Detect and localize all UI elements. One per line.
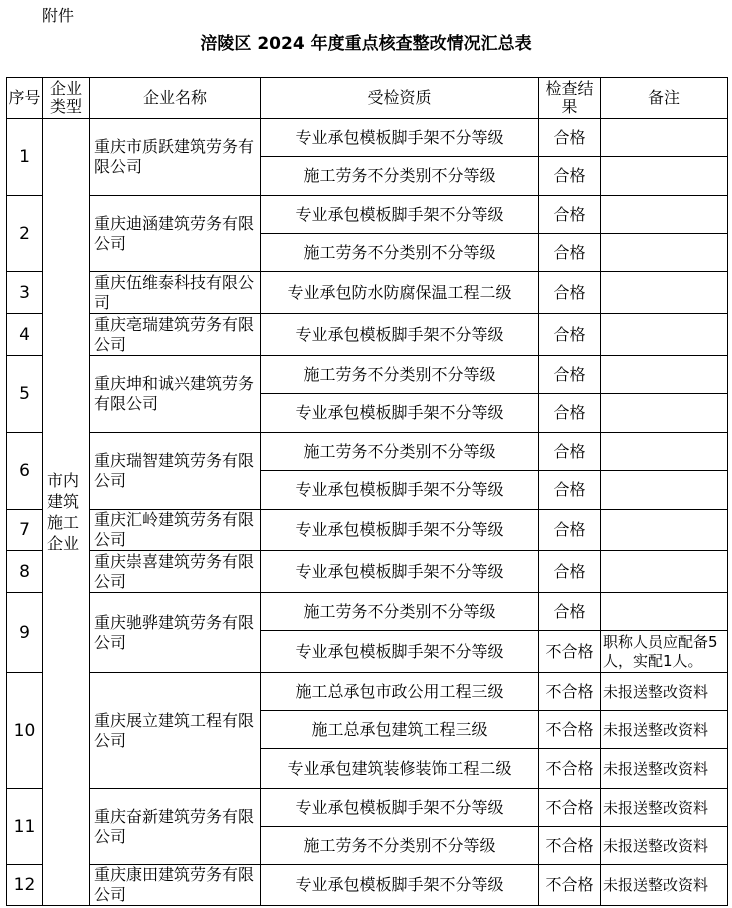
qualification-cell: 专业承包模板脚手架不分等级 xyxy=(261,631,539,673)
seq-cell: 12 xyxy=(7,865,43,906)
company-name-cell: 重庆奋新建筑劳务有限公司 xyxy=(90,789,261,865)
header-note: 备注 xyxy=(601,78,728,119)
note-cell: 未报送整改资料 xyxy=(601,827,728,865)
qualification-cell: 施工劳务不分类别不分等级 xyxy=(261,827,539,865)
seq-cell: 5 xyxy=(7,356,43,433)
header-result: 检查结果 xyxy=(539,78,601,119)
enterprise-type-cell xyxy=(43,119,90,906)
qualification-cell: 施工劳务不分类别不分等级 xyxy=(261,234,539,272)
page-title: 涪陵区 2024 年度重点核查整改情况汇总表 xyxy=(200,34,532,54)
note-cell xyxy=(601,471,728,510)
note-cell: 未报送整改资料 xyxy=(601,865,728,906)
note-cell xyxy=(601,510,728,551)
seq-cell: 6 xyxy=(7,433,43,510)
company-name-cell: 重庆展立建筑工程有限公司 xyxy=(90,673,261,789)
result-cell: 不合格 xyxy=(539,749,601,789)
qualification-cell: 专业承包模板脚手架不分等级 xyxy=(261,394,539,433)
table-row xyxy=(7,865,728,906)
note-cell xyxy=(601,234,728,272)
result-cell: 合格 xyxy=(539,551,601,593)
summary-table xyxy=(6,77,728,906)
qualification-cell: 施工总承包市政公用工程三级 xyxy=(261,673,539,711)
result-cell: 不合格 xyxy=(539,631,601,673)
qualification-cell: 专业承包模板脚手架不分等级 xyxy=(261,865,539,906)
seq-cell: 11 xyxy=(7,789,43,865)
note-cell xyxy=(601,314,728,356)
qualification-cell: 施工劳务不分类别不分等级 xyxy=(261,157,539,196)
note-cell: 未报送整改资料 xyxy=(601,711,728,749)
note-cell xyxy=(601,356,728,394)
company-name-cell: 重庆崇喜建筑劳务有限公司 xyxy=(90,551,261,593)
table-row xyxy=(7,272,728,314)
result-cell: 不合格 xyxy=(539,711,601,749)
result-cell: 合格 xyxy=(539,510,601,551)
company-name-cell: 重庆亳瑞建筑劳务有限公司 xyxy=(90,314,261,356)
qualification-cell: 专业承包模板脚手架不分等级 xyxy=(261,314,539,356)
table-row xyxy=(7,119,728,157)
table-row xyxy=(7,510,728,551)
qualification-cell: 专业承包模板脚手架不分等级 xyxy=(261,510,539,551)
qualification-cell: 专业承包模板脚手架不分等级 xyxy=(261,471,539,510)
result-cell: 合格 xyxy=(539,471,601,510)
seq-cell: 9 xyxy=(7,593,43,673)
header-row xyxy=(7,78,728,119)
note-cell xyxy=(601,433,728,471)
qualification-cell: 专业承包模板脚手架不分等级 xyxy=(261,196,539,234)
result-cell: 不合格 xyxy=(539,827,601,865)
note-cell: 未报送整改资料 xyxy=(601,789,728,827)
result-cell: 合格 xyxy=(539,593,601,631)
result-cell: 不合格 xyxy=(539,673,601,711)
seq-cell: 10 xyxy=(7,673,43,789)
result-cell: 合格 xyxy=(539,157,601,196)
table-row xyxy=(7,356,728,394)
qualification-cell: 专业承包模板脚手架不分等级 xyxy=(261,119,539,157)
seq-cell: 7 xyxy=(7,510,43,551)
result-cell: 合格 xyxy=(539,356,601,394)
result-cell: 合格 xyxy=(539,272,601,314)
qualification-cell: 专业承包防水防腐保温工程二级 xyxy=(261,272,539,314)
seq-cell: 8 xyxy=(7,551,43,593)
company-name-cell: 重庆康田建筑劳务有限公司 xyxy=(90,865,261,906)
table-row xyxy=(7,433,728,471)
enterprise-type-text: 市内建筑施工企业 xyxy=(47,471,80,553)
note-cell xyxy=(601,394,728,433)
header-type: 企业类型 xyxy=(43,78,90,119)
header-name: 企业名称 xyxy=(90,78,261,119)
table-row xyxy=(7,196,728,234)
result-cell: 合格 xyxy=(539,394,601,433)
qualification-cell: 专业承包模板脚手架不分等级 xyxy=(261,551,539,593)
header-seq: 序号 xyxy=(7,78,43,119)
note-cell: 未报送整改资料 xyxy=(601,673,728,711)
note-cell: 未报送整改资料 xyxy=(601,749,728,789)
qualification-cell: 专业承包建筑装修装饰工程二级 xyxy=(261,749,539,789)
table-row xyxy=(7,314,728,356)
company-name-cell: 重庆伍维泰科技有限公司 xyxy=(90,272,261,314)
company-name-cell: 重庆汇岭建筑劳务有限公司 xyxy=(90,510,261,551)
result-cell: 合格 xyxy=(539,196,601,234)
qualification-cell: 施工总承包建筑工程三级 xyxy=(261,711,539,749)
company-name-cell: 重庆瑞智建筑劳务有限公司 xyxy=(90,433,261,510)
note-cell: 职称人员应配备5人，实配1人。 xyxy=(601,631,728,673)
note-cell xyxy=(601,593,728,631)
company-name-cell: 重庆市质跃建筑劳务有限公司 xyxy=(90,119,261,196)
note-cell xyxy=(601,119,728,157)
qualification-cell: 施工劳务不分类别不分等级 xyxy=(261,593,539,631)
company-name-cell: 重庆迪涵建筑劳务有限公司 xyxy=(90,196,261,272)
table-row xyxy=(7,593,728,631)
seq-cell: 2 xyxy=(7,196,43,272)
header-qualification: 受检资质 xyxy=(261,78,539,119)
company-name-cell: 重庆坤和诚兴建筑劳务有限公司 xyxy=(90,356,261,433)
qualification-cell: 专业承包模板脚手架不分等级 xyxy=(261,789,539,827)
seq-cell: 3 xyxy=(7,272,43,314)
note-cell xyxy=(601,272,728,314)
result-cell: 合格 xyxy=(539,314,601,356)
qualification-cell: 施工劳务不分类别不分等级 xyxy=(261,433,539,471)
seq-cell: 1 xyxy=(7,119,43,196)
result-cell: 不合格 xyxy=(539,789,601,827)
note-cell xyxy=(601,551,728,593)
seq-cell: 4 xyxy=(7,314,43,356)
result-cell: 合格 xyxy=(539,119,601,157)
table-row xyxy=(7,551,728,593)
note-cell xyxy=(601,196,728,234)
result-cell: 合格 xyxy=(539,234,601,272)
table-row xyxy=(7,673,728,711)
attachment-label: 附件 xyxy=(42,6,75,25)
table-row xyxy=(7,789,728,827)
company-name-cell: 重庆驰骅建筑劳务有限公司 xyxy=(90,593,261,673)
result-cell: 不合格 xyxy=(539,865,601,906)
result-cell: 合格 xyxy=(539,433,601,471)
note-cell xyxy=(601,157,728,196)
qualification-cell: 施工劳务不分类别不分等级 xyxy=(261,356,539,394)
